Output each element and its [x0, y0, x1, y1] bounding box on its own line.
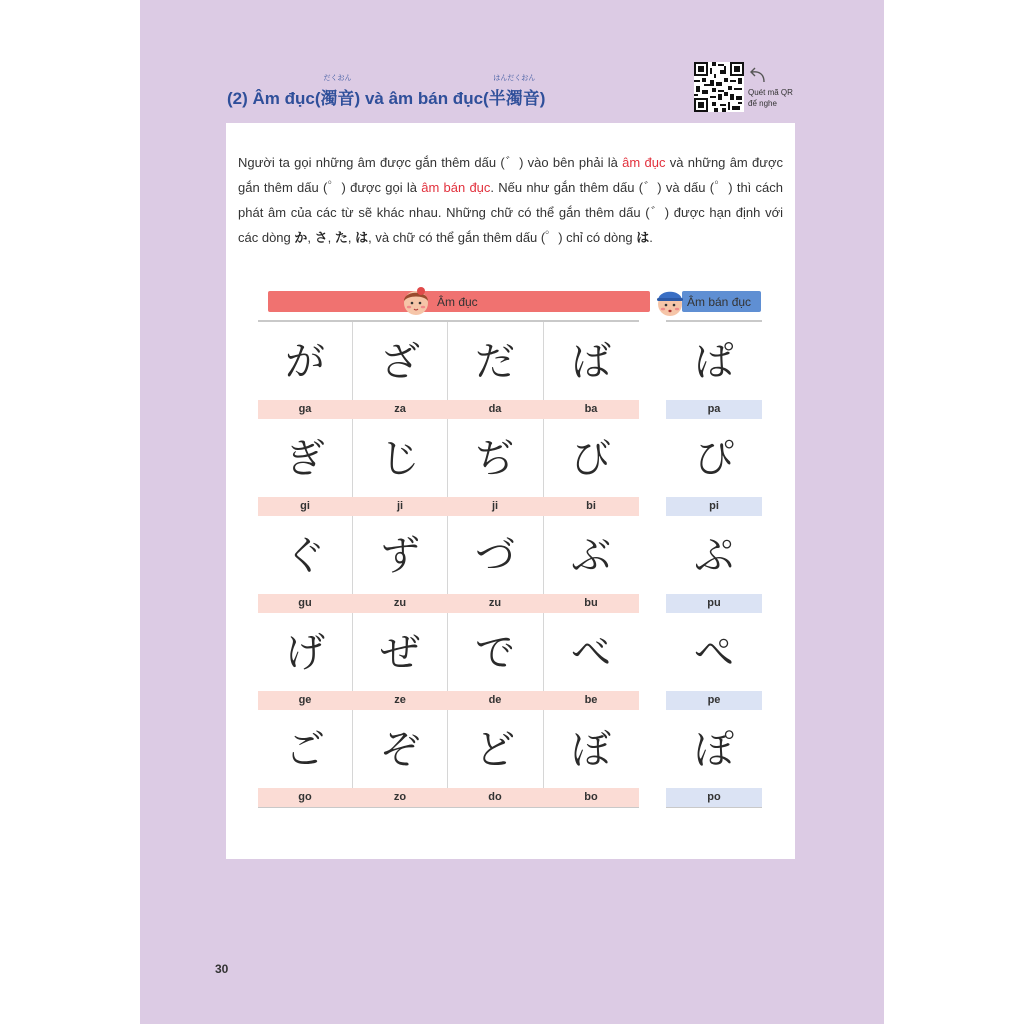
romaji-label: go — [298, 791, 312, 803]
kana-cell: ぢ — [475, 436, 515, 482]
column-divider-3 — [543, 322, 544, 806]
heading-connector: và âm bán đục — [364, 89, 484, 108]
para-highlight-handakuon: âm bán đục — [421, 180, 491, 195]
romaji-label: zu — [393, 597, 407, 609]
romaji-label: ji — [396, 500, 404, 512]
romaji-label: pi — [709, 500, 719, 512]
para-text-1: Người ta gọi những âm được gắn thêm dấu (゛) vào bên phải là — [238, 155, 623, 170]
para-kana-ta: た — [334, 230, 348, 245]
section-heading — [227, 75, 546, 109]
kana-cell: ぎ — [285, 436, 325, 482]
para-comma-1: , — [307, 230, 315, 245]
handakuon-ruby: はんだくおん — [493, 75, 536, 82]
romaji-label: pe — [707, 694, 721, 706]
page-number: 30 — [215, 962, 229, 976]
kana-cell: ぜ — [380, 630, 420, 676]
kana-cell: で — [475, 630, 515, 676]
column-divider-2 — [447, 322, 448, 806]
romaji-label: pa — [707, 403, 721, 415]
heading-handakuon-kanji: (半濁音) はんだくおん — [483, 75, 546, 108]
qr-code-icon[interactable] — [694, 62, 744, 112]
romaji-label: ba — [584, 403, 598, 415]
column-divider-1 — [352, 322, 353, 806]
romaji-label: be — [584, 694, 598, 706]
para-kana-ha: は — [355, 230, 369, 245]
kana-cell: ぞ — [380, 727, 420, 773]
romaji-label: ge — [298, 694, 312, 706]
dakuon-bottom-line — [258, 807, 639, 808]
dakuon-header-label: Âm đục — [437, 295, 478, 309]
kana-cell: が — [285, 339, 325, 385]
kana-cell: ど — [475, 727, 515, 773]
romaji-label: gu — [298, 597, 312, 609]
para-highlight-dakuon: âm đục — [622, 155, 666, 170]
handakuon-bottom-line — [666, 807, 762, 808]
heading-number: (2) — [227, 89, 248, 108]
para-comma-2: , — [327, 230, 335, 245]
romaji-label: za — [394, 403, 406, 415]
kana-cell: ぼ — [571, 727, 611, 773]
para-comma-3: , — [347, 230, 356, 245]
romaji-label: zo — [393, 791, 407, 803]
kana-cell: ご — [285, 727, 325, 773]
para-kana-sa: さ — [314, 230, 328, 245]
kana-cell: び — [571, 436, 611, 482]
kana-cell: ざ — [380, 339, 420, 385]
dakuon-kanji: 濁音 — [320, 89, 355, 108]
kana-cell: ぐ — [285, 533, 325, 579]
kana-cell: じ — [380, 436, 420, 482]
kana-cell: ば — [571, 339, 611, 385]
romaji-label: pu — [707, 597, 721, 609]
kana-cell: ぽ — [694, 727, 734, 773]
romaji-label: gi — [300, 500, 310, 512]
romaji-label: da — [488, 403, 502, 415]
romaji-label: po — [707, 791, 721, 803]
romaji-label: ji — [491, 500, 499, 512]
para-kana-ka: か — [294, 230, 308, 245]
qr-note-line2: để nghe — [748, 99, 777, 108]
heading-dakuon-kanji: (濁音) だくおん — [314, 75, 361, 108]
boy-face-icon — [653, 284, 687, 318]
kana-cell: ぱ — [694, 339, 734, 385]
para-end: . — [649, 230, 653, 245]
kana-cell: べ — [571, 630, 611, 676]
romaji-label: ze — [394, 694, 406, 706]
kana-cell: ぷ — [694, 533, 734, 579]
handakuon-header-label: Âm bán đục — [687, 295, 752, 309]
dakuon-ruby: だくおん — [323, 75, 352, 82]
qr-note — [748, 87, 793, 109]
kana-cell: づ — [475, 533, 515, 579]
romaji-label: bu — [584, 597, 598, 609]
curved-arrow-icon — [747, 66, 767, 84]
handakuon-kanji: 半濁音 — [488, 89, 540, 108]
romaji-label: do — [488, 791, 502, 803]
para-text-4: , và chữ có thể gắn thêm dấu (゜) chỉ có dòng — [368, 230, 637, 245]
kana-cell: だ — [475, 339, 515, 385]
heading-dakuon: Âm đục — [252, 89, 315, 108]
kana-cell: ぴ — [694, 436, 734, 482]
dakuon-top-line — [258, 320, 639, 322]
romaji-label: bo — [584, 791, 598, 803]
intro-paragraph — [238, 150, 783, 250]
kana-cell: げ — [285, 630, 325, 676]
kana-cell: ず — [380, 533, 420, 579]
para-text-2: và những âm được gắn thêm dấu (゜) được gọi là — [238, 155, 783, 195]
kana-cell: ぶ — [571, 533, 611, 579]
romaji-label: zu — [488, 597, 502, 609]
kana-cell: ぺ — [694, 630, 734, 676]
para-kana-ha-2: は — [636, 230, 650, 245]
girl-face-icon — [399, 284, 433, 318]
para-text-3: . Nếu như gắn thêm dấu (゛) và dấu (゜) thì cách phát âm của các từ sẽ khác nhau. Những chữ có thể gắn thêm dấu (゛) được hạn định với các dòng — [238, 180, 783, 245]
romaji-label: bi — [586, 500, 596, 512]
romaji-label: de — [488, 694, 502, 706]
qr-note-line1: Quét mã QR — [748, 88, 793, 97]
romaji-label: ga — [298, 403, 312, 415]
handakuon-top-line — [666, 320, 762, 322]
